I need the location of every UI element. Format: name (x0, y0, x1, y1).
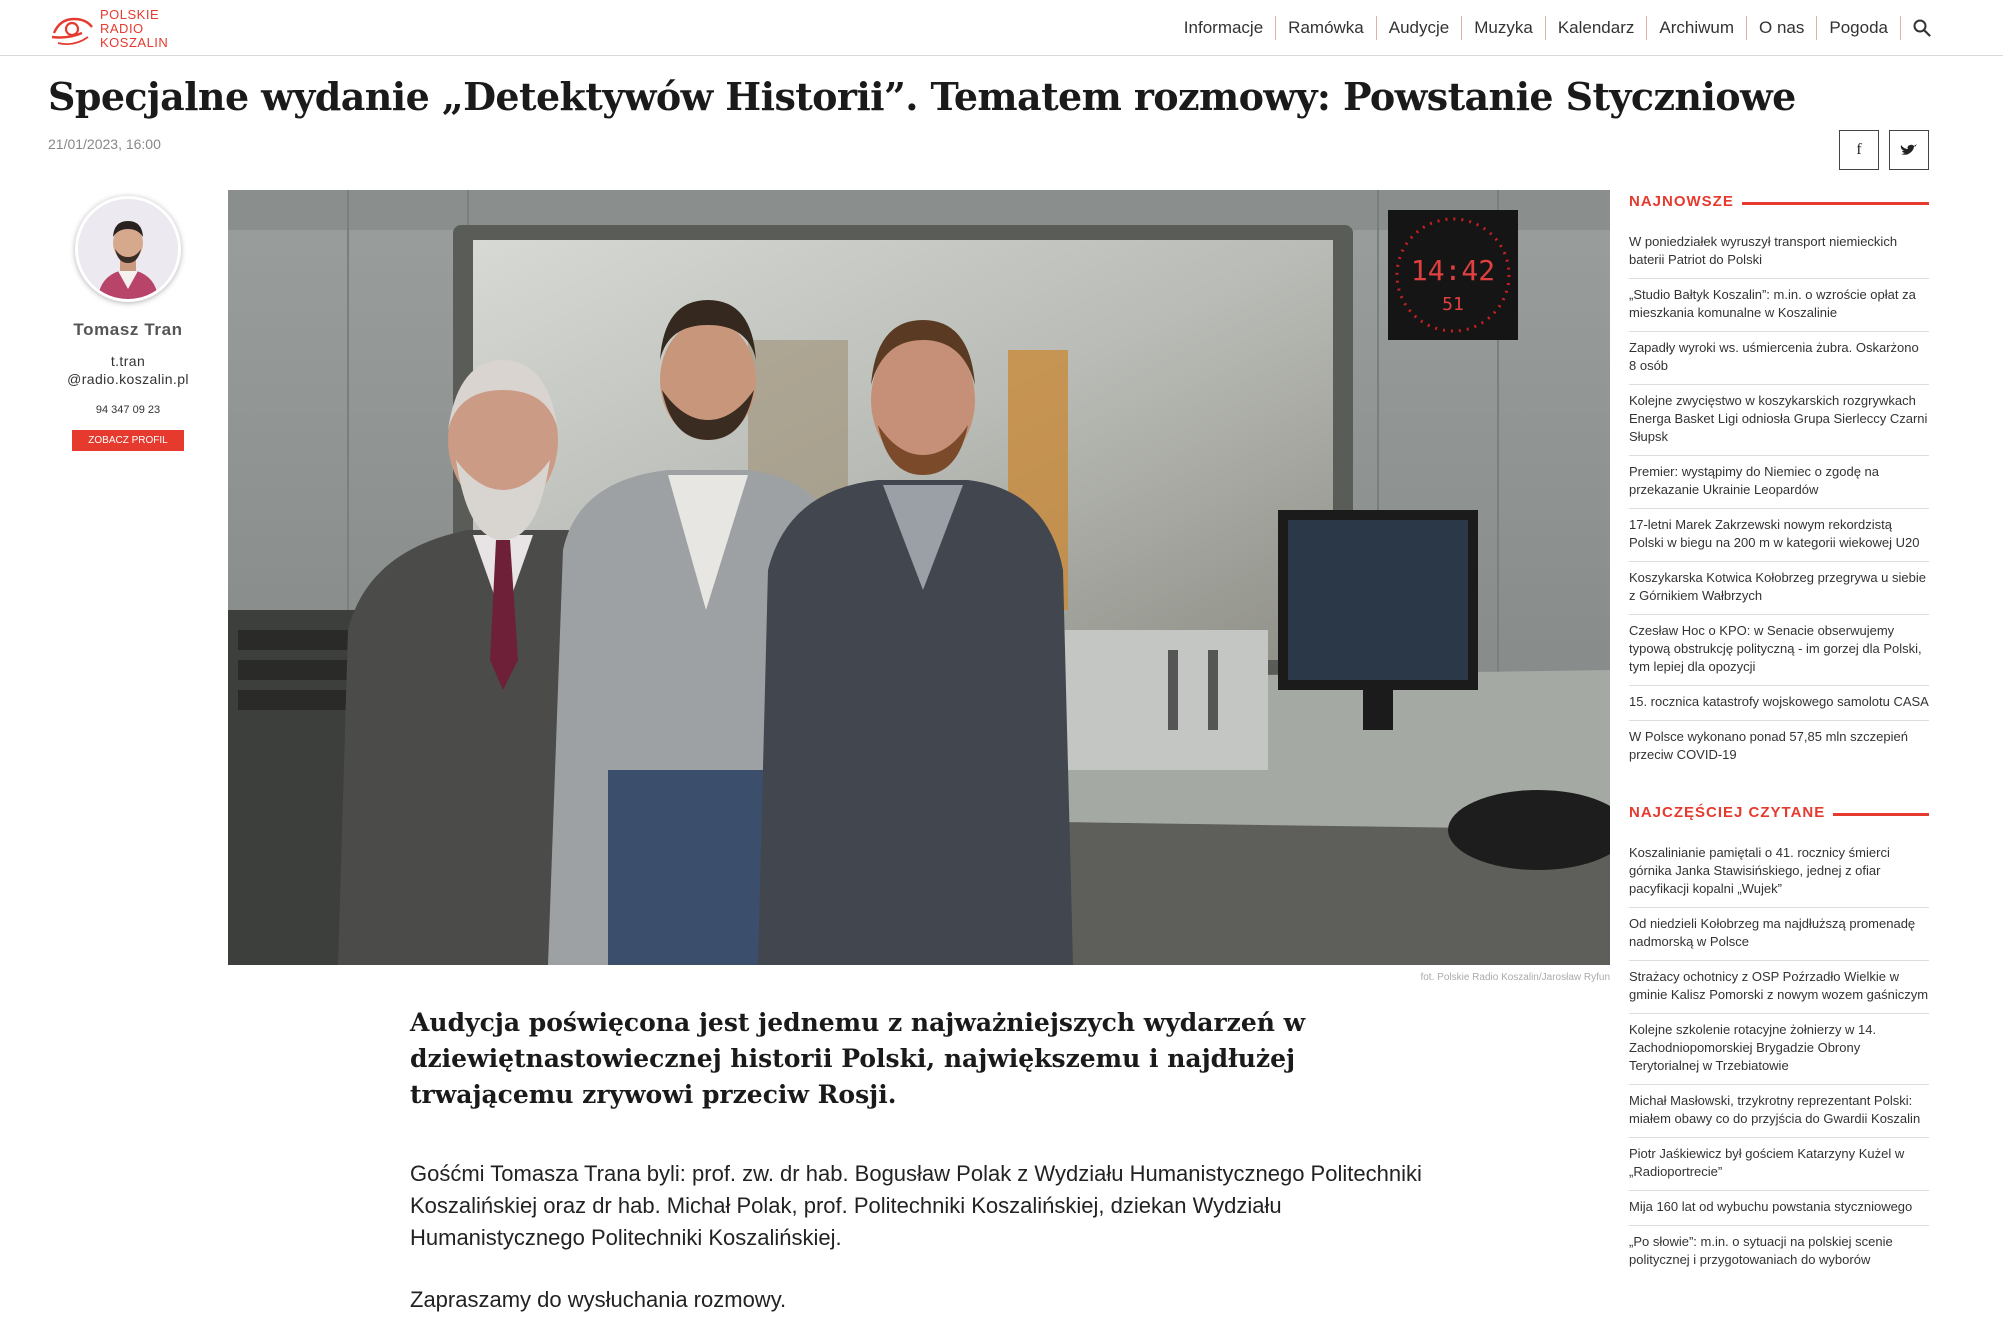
popular-item[interactable]: Michał Masłowski, trzykrotny reprezentant Polski: miałem obawy co do przyjścia do Gwardii Koszalin (1629, 1085, 1929, 1138)
popular-item[interactable]: Od niedzieli Kołobrzeg ma najdłuższą promenadę nadmorską w Polsce (1629, 908, 1929, 961)
popular-item[interactable]: „Po słowie”: m.in. o sytuacji na polskiej scenie politycznej i przygotowaniach do wyborów (1629, 1234, 1893, 1267)
popular-item[interactable]: Piotr Jaśkiewicz był gościem Katarzyny Kużel w „Radioportrecie” (1629, 1138, 1929, 1191)
newest-heading (1629, 190, 1929, 212)
article-paragraph: Zapraszamy do wysłuchania rozmowy. (410, 1287, 787, 1312)
search-icon (1913, 19, 1931, 37)
article-date: 21/01/2023, 16:00 (48, 136, 161, 152)
popular-item[interactable]: Mija 160 lat od wybuchu powstania styczniowego (1629, 1191, 1929, 1226)
logo-mark-icon (48, 9, 96, 49)
newest-item[interactable]: Premier: wystąpimy do Niemiec o zgodę na przekazanie Ukrainie Leopardów (1629, 456, 1929, 509)
newest-item[interactable]: W poniedziałek wyruszył transport niemieckich baterii Patriot do Polski (1629, 226, 1929, 279)
popular-item[interactable]: Strażacy ochotnicy z OSP Poźrzadło Wielkie w gminie Kalisz Pomorski z nowym wozem gaśniczym (1629, 961, 1929, 1014)
article-title: Specjalne wydanie „Detektywów Historii”. Tematem rozmowy: Powstanie Styczniowe (48, 74, 1796, 119)
nav-o-nas[interactable]: O nas (1746, 16, 1816, 40)
article-paragraph: Gośćmi Tomasza Trana byli: prof. zw. dr hab. Bogusław Polak z Wydziału Humanistycznego Politechniki Koszalińskiej oraz dr hab. Michał Polak, prof. Politechniki Koszalińskiej, dziekan Wydziału Humanistycznego Politechniki Koszalińskiej. (410, 1161, 1422, 1250)
nav-ramowka[interactable]: Ramówka (1275, 16, 1376, 40)
nav-archiwum[interactable]: Archiwum (1646, 16, 1746, 40)
newest-heading-label: NAJNOWSZE (1629, 192, 1734, 210)
newest-item[interactable]: W Polsce wykonano ponad 57,85 mln szczepień przeciw COVID-19 (1629, 729, 1908, 762)
studio-clock-seconds: 51 (1442, 294, 1464, 315)
popular-heading-label: NAJCZĘŚCIEJ CZYTANE (1629, 803, 1826, 821)
popular-heading (1629, 801, 1929, 823)
author-avatar[interactable] (75, 196, 181, 302)
author-phone: 94 347 09 23 (95, 404, 161, 416)
sidebar (1629, 190, 1929, 1278)
heading-divider (1833, 813, 1929, 816)
author-email-line2: @radio.koszalin.pl (67, 371, 189, 387)
author-email-line1: t.tran (110, 353, 146, 369)
main-nav (1172, 16, 1931, 40)
top-bar (0, 0, 2003, 56)
newest-item[interactable]: „Studio Bałtyk Koszalin”: m.in. o wzroście opłat za mieszkania komunalne w Koszalinie (1629, 279, 1929, 332)
popular-item[interactable]: Koszalinianie pamiętali o 41. rocznicy śmierci górnika Janka Stawisińskiego, jednej z ofiar pacyfikacji kopalni „Wujek” (1629, 837, 1929, 908)
author-name: Tomasz Tran (73, 320, 183, 339)
newest-item[interactable]: Kolejne zwycięstwo w koszykarskich rozgrywkach Energa Basket Ligi odniosła Grupa Sierleccy Czarni Słupsk (1629, 385, 1929, 456)
logo-text: POLSKIE RADIO KOSZALIN (100, 7, 169, 50)
newest-list (1629, 226, 1929, 773)
author-box (48, 196, 208, 451)
nav-muzyka[interactable]: Muzyka (1461, 16, 1545, 40)
twitter-icon (1900, 143, 1918, 157)
twitter-share-button[interactable] (1889, 130, 1929, 170)
nav-pogoda[interactable]: Pogoda (1816, 16, 1900, 40)
popular-list (1629, 837, 1929, 1278)
facebook-share-button[interactable] (1839, 130, 1879, 170)
popular-item[interactable]: Kolejne szkolenie rotacyjne żołnierzy w 14. Zachodniopomorskiej Brygadzie Obrony Terytorialnej w Trzebiatowie (1629, 1014, 1929, 1085)
newest-item[interactable]: 17-letni Marek Zakrzewski nowym rekordzistą Polski w biegu na 200 m w kategorii wiekowej U20 (1629, 509, 1929, 562)
newest-item[interactable]: 15. rocznica katastrofy wojskowego samolotu CASA (1629, 686, 1929, 721)
photo-caption: fot. Polskie Radio Koszalin/Jarosław Ryfun (1420, 972, 1610, 983)
article-lead: Audycja poświęcona jest jednemu z najważniejszych wydarzeń w dziewiętnastowiecznej historii Polski, największemu i najdłużej trwającemu zrywowi przeciw Rosji. (410, 1008, 1306, 1109)
view-profile-button[interactable]: ZOBACZ PROFIL (72, 430, 183, 451)
nav-audycje[interactable]: Audycje (1376, 16, 1461, 40)
facebook-icon: f (1856, 141, 1862, 158)
newest-item[interactable]: Zapadły wyroki ws. uśmiercenia żubra. Oskarżono 8 osób (1629, 332, 1929, 385)
nav-informacje[interactable]: Informacje (1183, 18, 1264, 37)
newest-item[interactable]: Czesław Hoc o KPO: w Senacie obserwujemy typową obstrukcję polityczną - im gorzej dla Polski, tym lepiej dla opozycji (1629, 615, 1929, 686)
studio-clock-time: 14:42 (1410, 254, 1496, 287)
heading-divider (1742, 202, 1929, 205)
site-logo[interactable] (48, 8, 168, 50)
newest-item[interactable]: Koszykarska Kotwica Kołobrzeg przegrywa u siebie z Górnikiem Wałbrzych (1629, 562, 1929, 615)
nav-kalendarz[interactable]: Kalendarz (1545, 16, 1647, 40)
article-photo (228, 190, 1610, 965)
search-button[interactable] (1900, 16, 1931, 40)
author-email[interactable] (48, 352, 208, 388)
